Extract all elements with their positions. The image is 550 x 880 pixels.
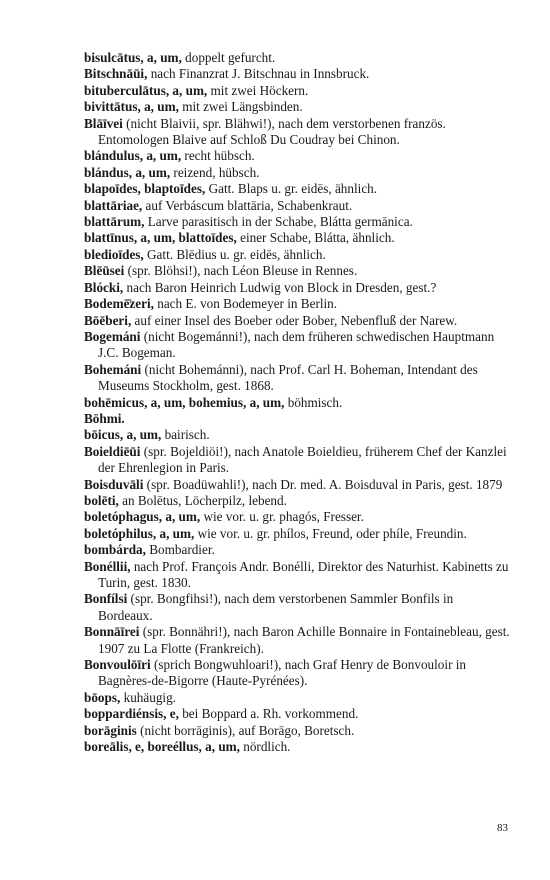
- definition: (spr. Bongfihsi!), nach dem verstorbenen Sammler Bonfils in Bordeaux.: [98, 591, 454, 623]
- entry: [84, 165, 510, 181]
- headword: bōops,: [84, 689, 121, 705]
- definition: wie vor. u. gr. phílos, Freund, oder phíle, Freundin.: [194, 525, 467, 541]
- headword: Bonvoulōīri: [84, 657, 151, 673]
- definition: reizend, hübsch.: [170, 164, 260, 180]
- entry: [84, 542, 510, 558]
- definition: einer Schabe, Blátta, ähnlich.: [236, 230, 395, 246]
- entry: [84, 657, 510, 690]
- entry: [84, 427, 510, 443]
- headword: blattāriae,: [84, 197, 143, 213]
- definition: mit zwei Längsbinden.: [178, 99, 303, 115]
- entry: [84, 444, 510, 477]
- definition: doppelt gefurcht.: [181, 50, 276, 65]
- headword: blattārum,: [84, 214, 145, 230]
- entry: [84, 526, 510, 542]
- definition: auf Verbáscum blattāria, Schabenkraut.: [142, 197, 353, 213]
- entry: [84, 214, 510, 230]
- headword: Böhmi.: [84, 410, 125, 426]
- definition: bei Boppard a. Rh. vorkommend.: [178, 706, 359, 722]
- definition: nach Prof. François Andr. Bonélli, Direktor des Naturhist. Kabinetts zu Turin, gest. 1830.: [98, 558, 509, 590]
- headword: blándus, a, um,: [84, 164, 171, 180]
- definition: (nicht Blaivii, spr. Blähwi!), nach dem verstorbenen französ. Entomologen Blaive auf Schloß Du Coudray bei Chinon.: [98, 115, 446, 148]
- headword: Boieldiēūi: [84, 443, 141, 459]
- headword: Blēūsei: [84, 263, 125, 279]
- headword: bivittātus, a, um,: [84, 99, 179, 115]
- definition: nach Finanzrat J. Bitschnau in Innsbruck.: [147, 66, 370, 82]
- entry: [84, 723, 510, 739]
- definition: nach Baron Heinrich Ludwig von Block in Dresden, gest.?: [123, 279, 437, 295]
- headword: bolēti,: [84, 492, 119, 508]
- entry: [84, 116, 510, 149]
- definition: (spr. Boadüwahli!), nach Dr. med. A. Boisduval in Paris, gest. 1879: [143, 476, 503, 492]
- headword: blattīnus, a, um, blattoīdes,: [84, 230, 237, 246]
- definition: (nicht Bogemánni!), nach dem früheren schwedischen Hauptmann J.C. Bogeman.: [98, 328, 495, 361]
- headword: boletóphilus, a, um,: [84, 525, 195, 541]
- definition: auf einer Insel des Boeber oder Bober, Nebenfluß der Narew.: [131, 312, 458, 328]
- headword: bituberculātus, a, um,: [84, 82, 208, 98]
- entry: [84, 313, 510, 329]
- entry: [84, 362, 510, 395]
- definition: Larve parasitisch in der Schabe, Blátta germānica.: [144, 214, 413, 230]
- headword: Bogemáni: [84, 328, 141, 344]
- headword: Bohemáni: [84, 361, 142, 377]
- entry: [84, 296, 510, 312]
- entry: [84, 280, 510, 296]
- entry: [84, 739, 510, 755]
- definition: böhmisch.: [284, 394, 343, 410]
- definition: (nicht borrāginis), auf Borāgo, Boretsch.: [136, 722, 355, 738]
- entry: [84, 559, 510, 592]
- headword: bisulcātus, a, um,: [84, 50, 182, 65]
- entry: [84, 263, 510, 279]
- dictionary-page: [84, 50, 510, 755]
- entry: [84, 624, 510, 657]
- entry: [84, 411, 510, 427]
- definition: an Bolētus, Löcherpilz, lebend.: [118, 492, 287, 508]
- definition: (spr. Bonnähri!), nach Baron Achille Bonnaire in Fontainebleau, gest. 1907 zu La Flotte (Frankreich).: [98, 624, 510, 656]
- headword: Bōēberi,: [84, 312, 132, 328]
- entry: [84, 230, 510, 246]
- entry: [84, 181, 510, 197]
- definition: nach E. von Bodemeyer in Berlin.: [153, 296, 338, 312]
- definition: wie vor. u. gr. phagós, Fresser.: [200, 509, 364, 525]
- page-number: 83: [497, 822, 508, 834]
- headword: Bonnāīrei: [84, 624, 140, 640]
- headword: borāginis: [84, 722, 137, 738]
- entry: [84, 509, 510, 525]
- headword: Bonfílsi: [84, 591, 128, 607]
- definition: (spr. Bojeldiöi!), nach Anatole Boieldieu, früherem Chef der Kanzlei der Ehrenlegion in Paris.: [98, 443, 507, 476]
- definition: recht hübsch.: [181, 148, 255, 164]
- headword: boletóphagus, a, um,: [84, 509, 201, 525]
- definition: mit zwei Höckern.: [207, 82, 309, 98]
- entry: [84, 99, 510, 115]
- definition: (spr. Blöhsi!), nach Léon Bleuse in Rennes.: [124, 263, 358, 279]
- definition: kuhäugig.: [120, 689, 176, 705]
- entry: [84, 50, 510, 66]
- entry: [84, 329, 510, 362]
- headword: bledioīdes,: [84, 246, 144, 262]
- entry: [84, 198, 510, 214]
- headword: boppardiénsis, e,: [84, 706, 179, 722]
- headword: Bonéllii,: [84, 558, 131, 574]
- entry: [84, 83, 510, 99]
- definition: bairisch.: [161, 427, 210, 443]
- headword: blapoīdes, blaptoīdes,: [84, 181, 206, 197]
- definition: Gatt. Blaps u. gr. eidēs, ähnlich.: [205, 181, 378, 197]
- headword: bōicus, a, um,: [84, 427, 162, 443]
- definition: (sprich Bongwuhloari!), nach Graf Henry de Bonvouloir in Bagnères-de-Bigorre (Haute-Pyrénées).: [98, 657, 467, 689]
- headword: Blócki,: [84, 279, 124, 295]
- headword: Blāīvei: [84, 115, 123, 131]
- headword: Boisduvāli: [84, 476, 144, 492]
- definition: Bombardier.: [145, 542, 215, 558]
- headword: bohēmicus, a, um, bohemius, a, um,: [84, 394, 285, 410]
- entry: [84, 395, 510, 411]
- entry: [84, 66, 510, 82]
- headword: blándulus, a, um,: [84, 148, 182, 164]
- definition: (nicht Bohemánni), nach Prof. Carl H. Boheman, Intendant des Museums Stockholm, gest. 1868.: [98, 361, 478, 394]
- entry: [84, 247, 510, 263]
- headword: Bodemē̄zeri,: [84, 296, 154, 312]
- headword: boreālis, e, boreéllus, a, um,: [84, 739, 240, 755]
- entry: [84, 493, 510, 509]
- headword: Bitschnāūi,: [84, 66, 148, 82]
- entry: [84, 148, 510, 164]
- definition: Gatt. Blēdius u. gr. eidēs, ähnlich.: [143, 246, 326, 262]
- entry: [84, 477, 510, 493]
- entry: [84, 690, 510, 706]
- entry: [84, 591, 510, 624]
- entry: [84, 706, 510, 722]
- headword: bombárda,: [84, 542, 146, 558]
- definition: nördlich.: [239, 739, 291, 755]
